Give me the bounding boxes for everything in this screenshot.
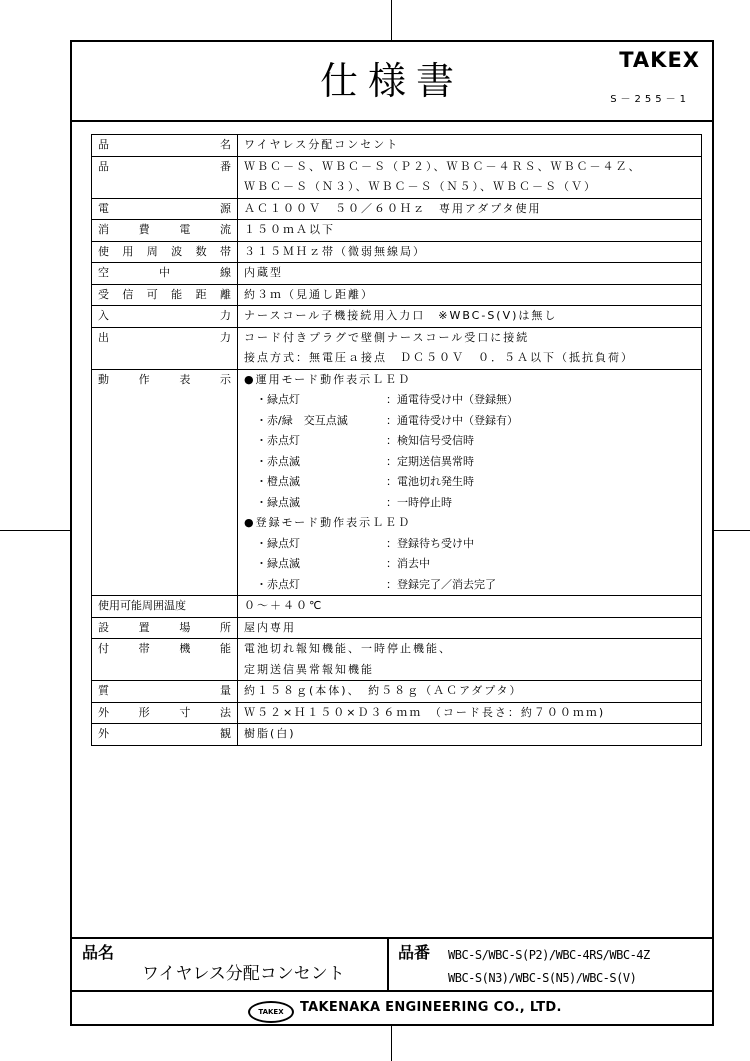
spec-value: 内蔵型 xyxy=(244,266,283,279)
spec-value: 接点方式：無電圧ａ接点 ＤＣ５０Ｖ ０．５Ａ以下（抵抗負荷） xyxy=(244,351,634,364)
header-divider xyxy=(72,120,712,122)
spec-row xyxy=(92,702,702,724)
spec-label-char: 信 xyxy=(122,287,134,301)
spec-label xyxy=(98,220,231,239)
led-operation-item xyxy=(244,472,695,493)
spec-row-led xyxy=(92,369,702,596)
spec-label-char: 作 xyxy=(138,372,150,386)
spec-label: 使用可能周囲温度 xyxy=(98,599,186,612)
spec-label-char: 離 xyxy=(219,287,231,301)
spec-label-char: 用 xyxy=(122,244,134,258)
spec-label-cell xyxy=(92,681,238,703)
led-meaning: ：登録完了／消去完了 xyxy=(386,577,496,591)
spec-label-cell xyxy=(92,135,238,157)
product-name-label: 品名 xyxy=(82,943,115,962)
spec-label xyxy=(98,242,231,261)
spec-label-char: 設 xyxy=(98,620,109,634)
company-name: TAKENAKA ENGINEERING CO., LTD. xyxy=(300,1000,562,1015)
spec-row xyxy=(92,306,702,328)
spec-value: ３１５ＭＨｚ帯（微弱無線局） xyxy=(244,244,426,258)
crop-mark-right xyxy=(714,530,750,531)
spec-label-char: 寸 xyxy=(179,705,191,719)
spec-value: Ｗ５２×Ｈ１５０×Ｄ３６ｍｍ （コード長さ：約７００ｍｍ) xyxy=(244,705,606,719)
spec-label-char: 電 xyxy=(179,223,191,236)
led-meaning: ：消去中 xyxy=(386,557,430,570)
spec-label xyxy=(98,285,231,304)
spec-label-char: 可 xyxy=(146,287,158,301)
led-registration-item xyxy=(244,534,695,555)
spec-label-char: 形 xyxy=(138,705,150,719)
product-name: ワイヤレス分配コンセント xyxy=(142,964,345,984)
spec-label xyxy=(98,263,231,282)
spec-label-char: 能 xyxy=(219,642,231,655)
led-meaning: ：登録待ち受け中 xyxy=(386,536,474,550)
spec-label-cell xyxy=(92,284,238,306)
spec-row xyxy=(92,724,702,746)
led-meaning: ：通電待受け中（登録無） xyxy=(386,393,518,406)
led-meaning: ：通電待受け中（登録有） xyxy=(386,413,518,427)
led-state: ・赤点灯 xyxy=(256,434,300,447)
spec-value-cell xyxy=(238,263,702,285)
led-operation-item xyxy=(244,390,695,411)
spec-label xyxy=(98,199,231,218)
led-registration-item xyxy=(244,554,695,575)
spec-label xyxy=(98,306,231,325)
led-state: ・緑点滅 xyxy=(256,557,300,570)
spec-label-char: 出 xyxy=(98,330,109,344)
spec-label-char: 線 xyxy=(220,266,231,279)
spec-value: ナースコール子機接続用入力口 ※WBC-S(V)は無し xyxy=(244,309,558,322)
spec-label-char: 流 xyxy=(219,223,231,236)
spec-label xyxy=(98,618,231,637)
spec-label-char: 消 xyxy=(98,223,109,236)
spec-label-char: 入 xyxy=(98,309,109,322)
spec-value-cell xyxy=(238,284,702,306)
spec-label-char: 数 xyxy=(195,244,207,258)
product-number-line-2: WBC-S(N3)/WBC-S(N5)/WBC-S(V) xyxy=(448,971,637,985)
spec-label-char: 所 xyxy=(219,620,231,634)
spec-label-char: 受 xyxy=(98,287,109,301)
spec-label-cell xyxy=(92,639,238,681)
spec-label xyxy=(98,724,231,743)
spec-label-char: 電 xyxy=(98,201,109,215)
spec-value: ＷＢＣ－Ｓ（Ｎ３）、ＷＢＣ－Ｓ（Ｎ５）、ＷＢＣ－Ｓ（Ｖ） xyxy=(244,180,597,193)
led-state: ・緑点灯 xyxy=(256,536,300,550)
spec-value: 約１５８ｇ(本体)、 約５８ｇ（ＡＣアダプタ） xyxy=(244,684,523,697)
spec-value-cell xyxy=(238,135,702,157)
spec-value-cell xyxy=(238,156,702,198)
document-title: 仕様書 xyxy=(319,59,464,103)
product-number-label: 品番 xyxy=(398,943,431,962)
led-state: ・緑点灯 xyxy=(256,393,300,406)
spec-row xyxy=(92,327,702,369)
spec-label-cell xyxy=(92,263,238,285)
spec-table xyxy=(91,134,702,746)
spec-label-char: 名 xyxy=(220,138,231,151)
spec-value: １５０ｍＡ以下 xyxy=(244,223,335,236)
spec-label xyxy=(98,639,231,658)
spec-label-char: 品 xyxy=(98,159,109,173)
product-number-line-1: WBC-S/WBC-S(P2)/WBC-4RS/WBC-4Z xyxy=(448,948,650,962)
spec-value-cell xyxy=(238,327,702,369)
spec-label-char: 品 xyxy=(98,138,109,151)
spec-value: 定期送信異常報知機能 xyxy=(244,662,374,676)
document-frame xyxy=(70,40,714,1026)
spec-value: ワイヤレス分配コンセント xyxy=(244,138,400,151)
spec-label-char: 示 xyxy=(219,372,231,386)
spec-row xyxy=(92,681,702,703)
spec-value-cell xyxy=(238,306,702,328)
spec-label xyxy=(98,681,231,700)
spec-label-char: 法 xyxy=(219,705,231,719)
spec-label xyxy=(98,328,231,347)
company-logo: TAKEX xyxy=(248,1001,294,1023)
spec-label-char: 中 xyxy=(159,266,170,279)
spec-value: ０～＋４０℃ xyxy=(244,599,324,612)
title-block xyxy=(72,937,712,992)
spec-label-char: 機 xyxy=(179,642,191,655)
crop-mark-left xyxy=(0,530,70,531)
spec-row xyxy=(92,284,702,306)
title-block-divider xyxy=(387,939,389,990)
spec-value-cell xyxy=(238,241,702,263)
led-state: ・緑点滅 xyxy=(256,495,300,509)
spec-label-char: 外 xyxy=(98,705,109,719)
spec-label-cell xyxy=(92,156,238,198)
spec-row xyxy=(92,617,702,639)
spec-row xyxy=(92,263,702,285)
spec-value: 屋内専用 xyxy=(244,620,296,634)
spec-label-cell xyxy=(92,306,238,328)
spec-label-char: 観 xyxy=(220,727,231,740)
brand-logo: TAKEX xyxy=(619,48,700,72)
crop-mark-bottom xyxy=(391,1026,392,1061)
spec-label-char: 置 xyxy=(138,620,150,634)
spec-label-char: 動 xyxy=(98,372,109,386)
spec-label-char: 帯 xyxy=(138,642,150,655)
spec-label-char: 空 xyxy=(98,266,109,279)
spec-row xyxy=(92,596,702,618)
spec-label-char: 付 xyxy=(98,642,109,655)
led-registration-item xyxy=(244,575,695,596)
spec-value: 約３ｍ（見通し距離） xyxy=(244,287,374,301)
spec-row xyxy=(92,135,702,157)
spec-value: コード付きプラグで壁側ナースコール受口に接続 xyxy=(244,330,530,344)
spec-value-cell xyxy=(238,724,702,746)
spec-label-cell xyxy=(92,220,238,242)
spec-label-char: 力 xyxy=(220,330,231,344)
spec-label xyxy=(98,157,231,176)
spec-value-cell xyxy=(238,702,702,724)
spec-row xyxy=(92,639,702,681)
spec-value-cell xyxy=(238,596,702,618)
spec-value-cell xyxy=(238,617,702,639)
spec-label-char: 距 xyxy=(195,287,207,301)
spec-label xyxy=(98,703,231,722)
spec-value-cell xyxy=(238,639,702,681)
led-meaning: ：電池切れ発生時 xyxy=(386,475,474,488)
spec-row xyxy=(92,198,702,220)
led-state: ・赤/緑 交互点滅 xyxy=(256,413,348,427)
led-state: ・赤点灯 xyxy=(256,577,300,591)
spec-value-cell xyxy=(238,681,702,703)
led-meaning: ：一時停止時 xyxy=(386,495,452,509)
crop-mark-top xyxy=(391,0,392,40)
spec-label-char: 外 xyxy=(98,727,109,740)
spec-label-char: 量 xyxy=(220,684,231,697)
spec-label-char: 費 xyxy=(138,223,150,236)
spec-row xyxy=(92,241,702,263)
spec-label-cell xyxy=(92,617,238,639)
spec-label-cell xyxy=(92,702,238,724)
led-state: ・橙点滅 xyxy=(256,475,300,488)
led-state: ・赤点滅 xyxy=(256,454,300,468)
spec-label-char: 質 xyxy=(98,684,109,697)
led-operation-item xyxy=(244,493,695,514)
spec-value: ＷＢＣ－Ｓ、ＷＢＣ－Ｓ（Ｐ２）、ＷＢＣ－４ＲＳ、ＷＢＣ－４Ｚ、 xyxy=(244,159,642,173)
spec-label-char: 能 xyxy=(171,287,183,301)
led-operation-item xyxy=(244,411,695,432)
spec-label xyxy=(98,135,231,154)
spec-value: 樹脂(白) xyxy=(244,727,296,740)
led-operation-item xyxy=(244,452,695,473)
spec-label-cell xyxy=(92,369,238,596)
document-number: S－255－1 xyxy=(610,94,690,105)
spec-row xyxy=(92,220,702,242)
led-meaning: ：検知信号受信時 xyxy=(386,434,474,447)
spec-label-cell xyxy=(92,724,238,746)
spec-label-cell xyxy=(92,241,238,263)
spec-label-char: 波 xyxy=(171,244,183,258)
led-operation-item xyxy=(244,431,695,452)
spec-label-cell xyxy=(92,596,238,618)
spec-value-cell xyxy=(238,198,702,220)
spec-value-cell xyxy=(238,369,702,596)
spec-label-char: 源 xyxy=(220,201,231,215)
spec-row xyxy=(92,156,702,198)
spec-label-cell xyxy=(92,198,238,220)
led-meaning: ：定期送信異常時 xyxy=(386,454,474,468)
spec-label-char: 力 xyxy=(220,309,231,322)
spec-label-char: 場 xyxy=(179,620,191,634)
spec-label-char: 使 xyxy=(98,244,109,258)
spec-label-char: 帯 xyxy=(219,244,231,258)
spec-value: ＡＣ１００Ｖ ５０／６０Ｈｚ 専用アダプタ使用 xyxy=(244,201,542,215)
spec-label-cell xyxy=(92,327,238,369)
led-operation-title: ●運用モード動作表示ＬＥＤ xyxy=(244,372,412,386)
spec-label xyxy=(98,370,231,389)
spec-label-char: 周 xyxy=(146,244,158,258)
spec-label-char: 番 xyxy=(220,159,231,173)
spec-value: 電池切れ報知機能、一時停止機能、 xyxy=(244,642,452,655)
spec-value-cell xyxy=(238,220,702,242)
led-registration-title: ●登録モード動作表示ＬＥＤ xyxy=(244,516,412,529)
spec-label-char: 表 xyxy=(179,372,191,386)
